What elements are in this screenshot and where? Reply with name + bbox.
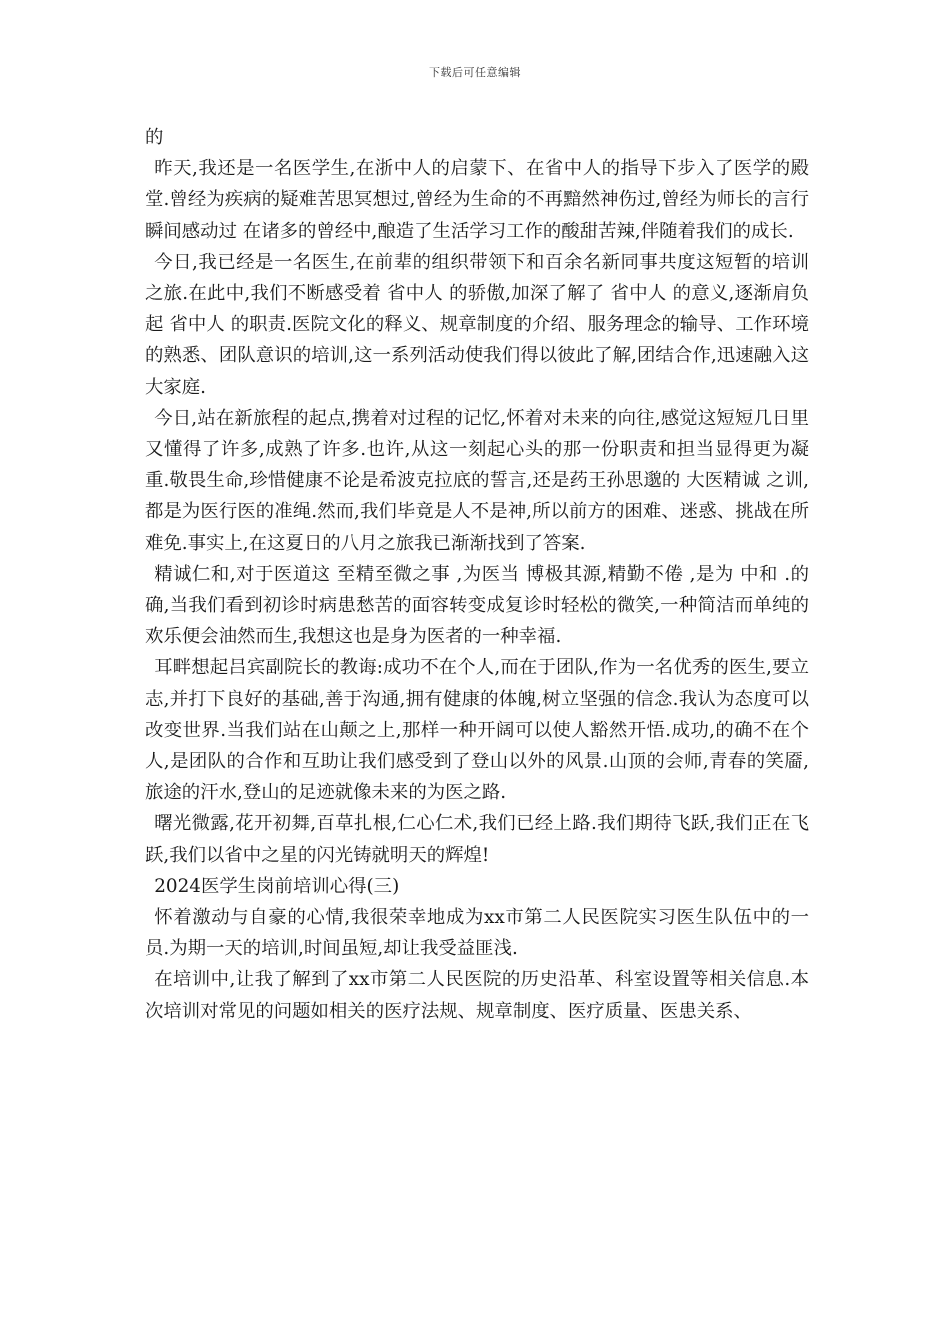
paragraph: 昨天,我还是一名医学生,在浙中人的启蒙下、在省中人的指导下步入了医学的殿堂.曾经为疾病的疑难苦思冥想过,曾经为生命的不再黯然神伤过,曾经为师长的言行瞬间感动过 在诸多的曾经中,酿造了生活学习工作的酸甜苦辣,伴随着我们的成长. (145, 158, 809, 242)
section-heading: 2024医学生岗前培训心得(三) (154, 875, 400, 897)
paragraph: 今日,站在新旅程的起点,携着对过程的记忆,怀着对未来的向往,感觉这短短几日里又懂得了许多,成熟了许多.也许,从这一刻起心头的那一份职责和担当显得更为凝重.敬畏生命,珍惜健康不论是希波克拉底的誓言,还是药王孙思邈的 大医精诚 之训,都是为医行医的准绳.然而,我们毕竟是人不是神,所以前方的困难、迷惑、挑战在所难免.事实上,在这夏日的八月之旅我已渐渐找到了答案. (145, 407, 809, 554)
paragraph: 怀着激动与自豪的心情,我很荣幸地成为xx市第二人民医院实习医生队伍中的一员.为期一天的培训,时间虽短,却让我受益匪浅. (145, 907, 809, 960)
paragraph: 在培训中,让我了解到了xx市第二人民医院的历史沿革、科室设置等相关信息.本次培训对常见的问题如相关的医疗法规、规章制度、医疗质量、医患关系、 (145, 969, 809, 1022)
paragraph: 耳畔想起吕宾副院长的教诲:成功不在个人,而在于团队,作为一名优秀的医生,要立志,并打下良好的基础,善于沟通,拥有健康的体魄,树立坚强的信念.我认为态度可以改变世界.当我们站在山颠之上,那样一种开阔可以使人豁然开悟.成功,的确不在个人,是团队的合作和互助让我们感受到了登山以外的风景.山顶的会师,青春的笑靥,旅途的汗水,登山的足迹就像未来的为医之路. (145, 657, 809, 804)
paragraph-continuation: 的 (145, 127, 164, 148)
document-body (145, 122, 809, 1027)
paragraph: 今日,我已经是一名医生,在前辈的组织带领下和百余名新同事共度这短暂的培训之旅.在此中,我们不断感受着 省中人 的骄傲,加深了解了 省中人 的意义,逐渐肩负起 省中人 的职责.医院文化的释义、规章制度的介绍、服务理念的输导、工作环境的熟悉、团队意识的培训,这一系列活动使我们得以彼此了解,团结合作,迅速融入这大家庭. (145, 251, 809, 398)
paragraph: 精诚仁和,对于医道这 至精至微之事 ,为医当 博极其源,精勤不倦 ,是为 中和 .的确,当我们看到初诊时病患愁苦的面容转变成复诊时轻松的微笑,一种简洁而单纯的欢乐便会油然而生,我想这也是身为医者的一种幸福. (145, 563, 809, 648)
page-header: 下载后可任意编辑 (429, 66, 521, 79)
paragraph: 曙光微露,花开初舞,百草扎根,仁心仁术,我们已经上路.我们期待飞跃,我们正在飞跃,我们以省中之星的闪光铸就明天的辉煌! (145, 813, 809, 866)
